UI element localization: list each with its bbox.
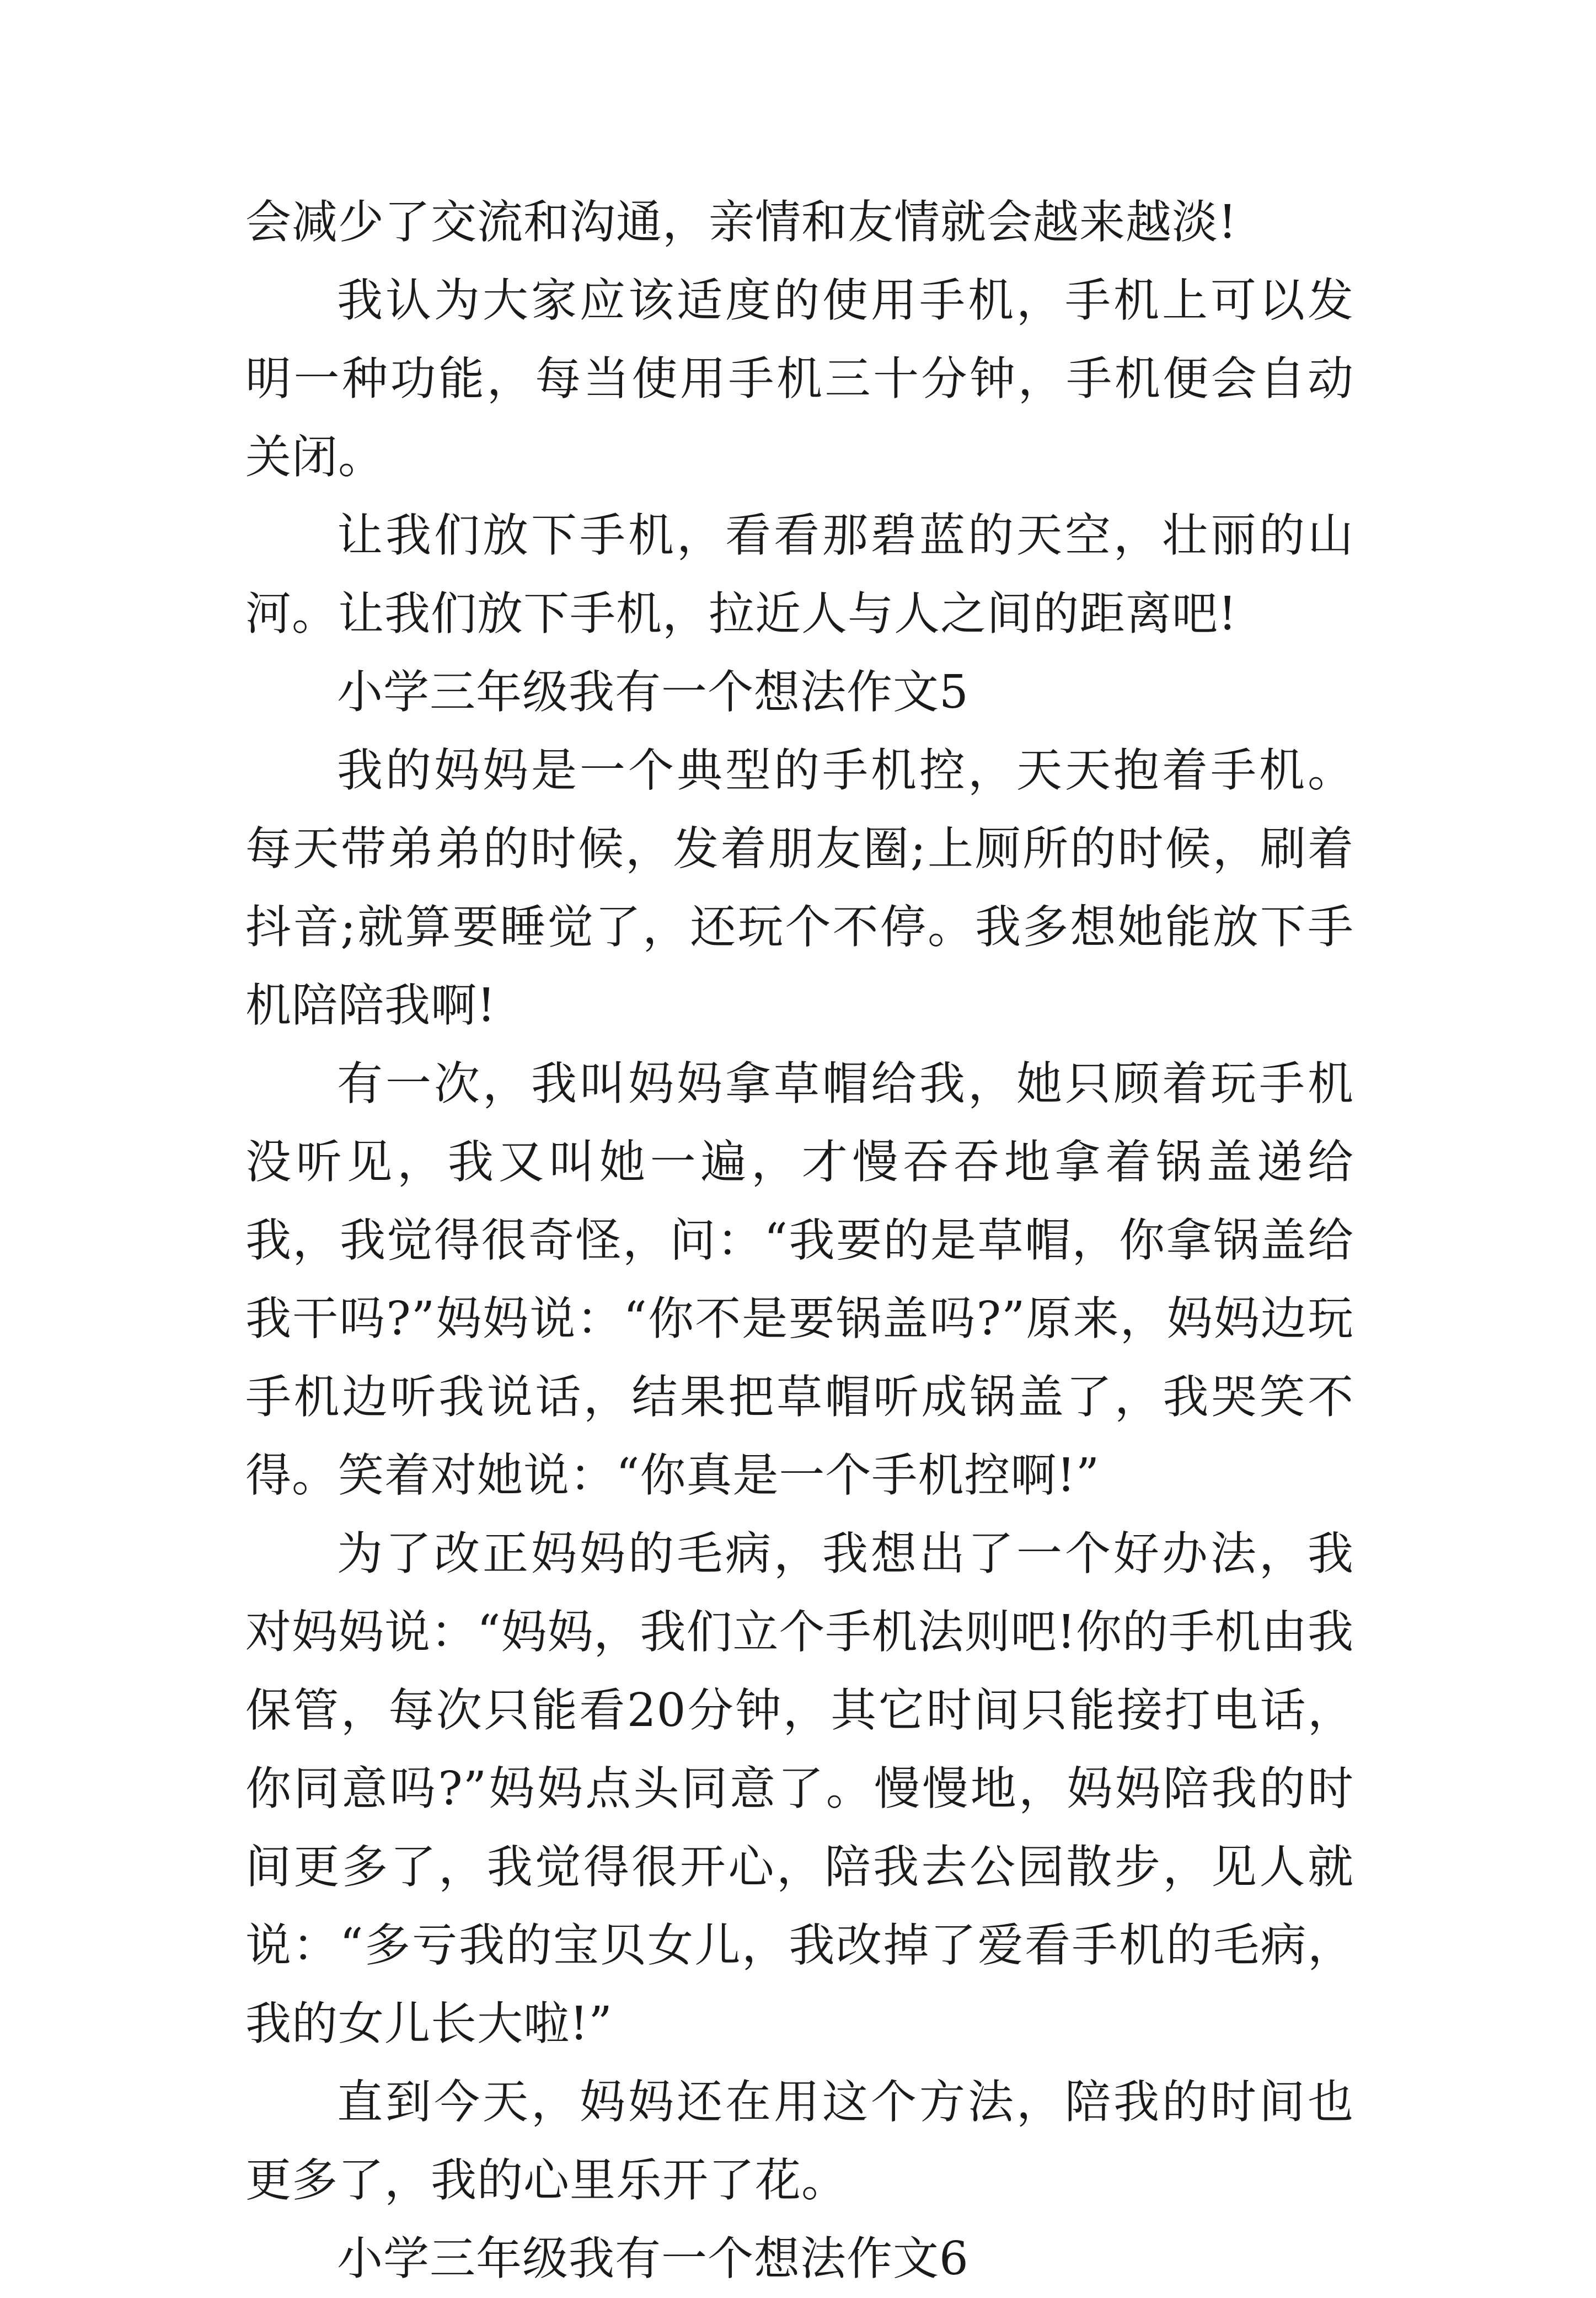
paragraph-continuation: 会减少了交流和沟通，亲情和友情就会越来越淡! [245, 195, 1238, 249]
document-body [245, 183, 1354, 2298]
paragraph-straw-hat-story: 有一次，我叫妈妈拿草帽给我，她只顾着玩手机没听见，我又叫她一遍，才慢吞吞地拿着锅盖递给我，我觉得很奇怪，问：“我要的是草帽，你拿锅盖给我干吗?”妈妈说：“你不是要锅盖吗?”原来，妈妈边玩手机边听我说话，结果把草帽听成锅盖了，我哭笑不得。笑着对她说：“你真是一个手机控啊!” [245, 1057, 1354, 1502]
essay-heading-5: 小学三年级我有一个想法作文5 [337, 665, 969, 719]
paragraph-phone-rule: 为了改正妈妈的毛病，我想出了一个好办法，我对妈妈说：“妈妈，我们立个手机法则吧!你的手机由我保管，每次只能看20分钟，其它时间只能接打电话，你同意吗?”妈妈点头同意了。慢慢地，妈妈陪我的时间更多了，我觉得很开心，陪我去公园散步，见人就说：“多亏我的宝贝女儿，我改掉了爱看手机的毛病，我的女儿长大啦!” [245, 1527, 1354, 2050]
essay-heading-6: 小学三年级我有一个想法作文6 [337, 2232, 969, 2285]
paragraph-put-down-phone: 让我们放下手机，看看那碧蓝的天空，壮丽的山河。让我们放下手机，拉近人与人之间的距离吧! [245, 509, 1354, 640]
paragraph-moderate-use: 我认为大家应该适度的使用手机，手机上可以发明一种功能，每当使用手机三十分钟，手机便会自动关闭。 [245, 274, 1354, 484]
paragraph-mom-phone-addict: 我的妈妈是一个典型的手机控，天天抱着手机。每天带弟弟的时候，发着朋友圈;上厕所的时候，刷着抖音;就算要睡觉了，还玩个不停。我多想她能放下手机陪陪我啊! [245, 744, 1354, 1032]
paragraph-conclusion: 直到今天，妈妈还在用这个方法，陪我的时间也更多了，我的心里乐开了花。 [245, 2075, 1354, 2207]
